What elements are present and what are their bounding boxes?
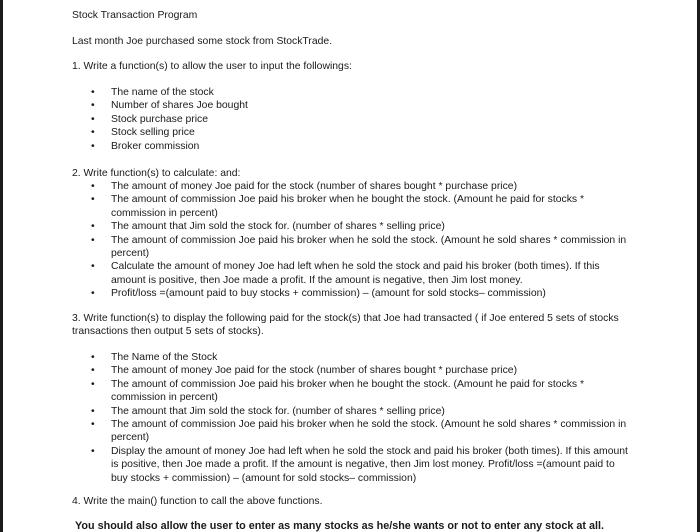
list-item-text: Number of shares Joe bought: [111, 100, 248, 112]
list-item: [72, 351, 632, 364]
list-item: [72, 260, 632, 287]
list-item-text: The amount that Jim sold the stock for. (number of shares * selling price): [111, 221, 445, 233]
bullet-icon: •: [91, 221, 95, 233]
bullet-icon: •: [91, 127, 95, 139]
list-item: [72, 86, 248, 99]
q2-list: [72, 180, 632, 301]
bullet-icon: •: [91, 419, 95, 431]
list-item: [72, 113, 248, 126]
list-item-text: The amount of commission Joe paid his broker when he bought the stock. (Amount he paid for stocks * commission in percent): [111, 194, 585, 219]
list-item-text: The amount that Jim sold the stock for. (number of shares * selling price): [111, 405, 445, 417]
document-title: Stock Transaction Program: [72, 10, 198, 21]
bullet-icon: •: [91, 234, 95, 246]
bullet-icon: •: [91, 194, 95, 206]
list-item: [72, 445, 632, 485]
list-item-text: The Name of the Stock: [111, 352, 218, 363]
bullet-icon: •: [91, 181, 95, 192]
list-item: [72, 234, 632, 261]
list-item-text: Display the amount of money Joe had left when he sold the stock and paid his broker (both times). If this amount is positive, then Joe made a profit. If the amount is negative, then Jim lost money. Profit/loss =(amount paid to buy stocks + commission) – (amount for sold stocks– commission): [111, 445, 628, 484]
bullet-icon: •: [91, 261, 95, 273]
list-item: [72, 193, 632, 220]
q1-list: [72, 86, 248, 153]
list-item: [72, 287, 632, 300]
bullet-icon: •: [91, 365, 95, 377]
list-item-text: Calculate the amount of money Joe had left when he sold the stock and paid his broker (both times). If this amount is positive, then Joe made a profit. If the amount is negative, then Jim lost money.: [111, 261, 600, 286]
list-item-text: Stock selling price: [111, 127, 195, 139]
list-item-text: The amount of commission Joe paid his broker when he sold the stock. (Amount he sold shares * commission in percent): [111, 419, 627, 444]
list-item-text: Profit/loss =(amount paid to buy stocks + commission) – (amount for sold stocks– commission): [111, 288, 546, 300]
list-item: [72, 99, 248, 112]
list-item-text: The amount of commission Joe paid his broker when he sold the stock. (Amount he sold shares * commission in percent): [111, 234, 627, 260]
list-item-text: Broker commission: [111, 140, 200, 152]
bullet-icon: •: [91, 445, 95, 457]
list-item-text: The amount of money Joe paid for the stock (number of shares bought * purchase price): [111, 181, 518, 192]
list-item: [72, 180, 632, 193]
list-item: [72, 364, 632, 377]
bullet-icon: •: [91, 405, 95, 417]
list-item: [72, 220, 632, 233]
list-item-text: The amount of money Joe paid for the stock (number of shares bought * purchase price): [111, 365, 518, 377]
q1-heading: 1. Write a function(s) to allow the user to input the followings:: [72, 61, 352, 72]
left-dark-edge: [0, 0, 3, 532]
list-item-text: The amount of commission Joe paid his broker when he bought the stock. (Amount he paid for stocks * commission in percent): [111, 378, 585, 404]
final-note: You should also allow the user to enter as many stocks as he/she wants or not to enter any stock at all.: [75, 520, 604, 532]
bullet-icon: •: [91, 288, 95, 300]
bullet-icon: •: [91, 140, 95, 152]
q2-heading: 2. Write function(s) to calculate: and:: [72, 168, 241, 179]
list-item-text: The name of the stock: [111, 87, 214, 98]
list-item: [72, 126, 248, 139]
q3-list: [72, 351, 632, 485]
list-item-text: Stock purchase price: [111, 113, 209, 125]
intro-paragraph: Last month Joe purchased some stock from StockTrade.: [72, 36, 333, 47]
bullet-icon: •: [91, 87, 95, 98]
list-item: [72, 405, 632, 418]
list-item: [72, 418, 632, 445]
list-item: [72, 140, 248, 153]
bullet-icon: •: [91, 352, 95, 363]
bullet-icon: •: [91, 113, 95, 125]
bullet-icon: •: [91, 100, 95, 112]
bullet-icon: •: [91, 378, 95, 390]
q4-heading: 4. Write the main() function to call the above functions.: [72, 496, 323, 507]
q3-heading: 3. Write function(s) to display the following paid for the stock(s) that Joe had transacted ( if Joe entered 5 sets of stocks transactions then output 5 sets of stocks).: [72, 313, 619, 338]
list-item: [72, 378, 632, 405]
